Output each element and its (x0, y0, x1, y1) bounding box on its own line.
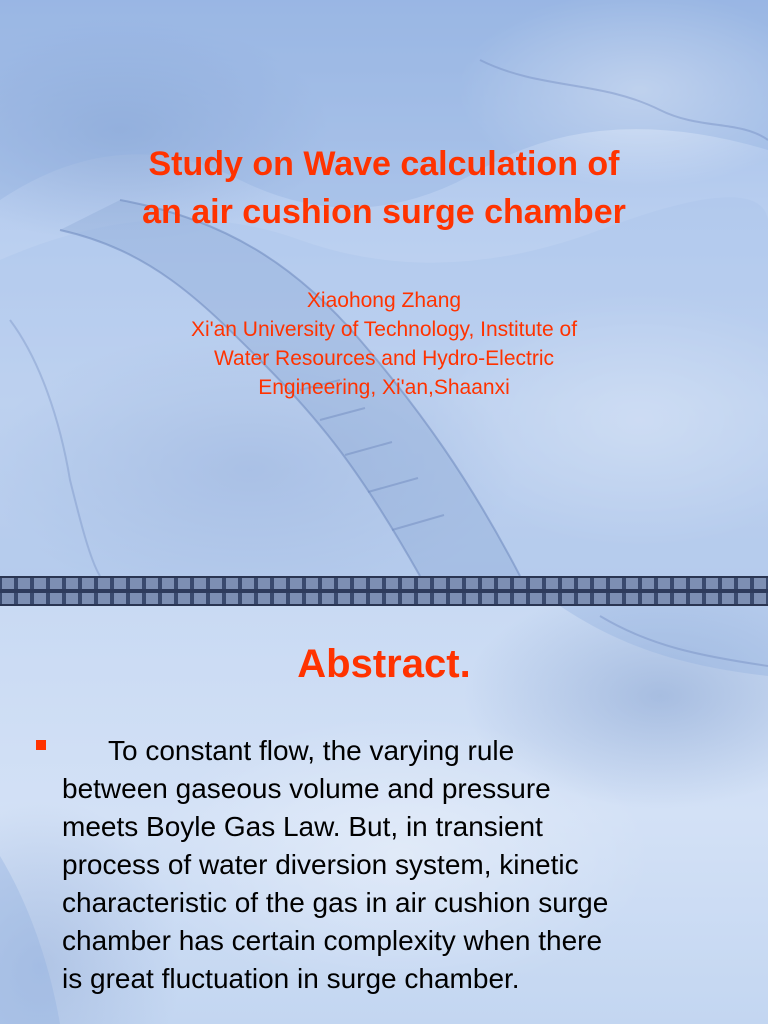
slide-title (0, 140, 768, 236)
slide-title-line-1: Study on Wave calculation of (148, 145, 620, 183)
abstract-line-5: characteristic of the gas in air cushion surge (62, 887, 609, 918)
abstract-line-3: meets Boyle Gas Law. But, in transient (62, 811, 543, 842)
abstract-heading: Abstract. (297, 642, 471, 686)
abstract-paragraph (62, 732, 752, 998)
square-bullet-icon (36, 740, 46, 750)
slide-title-line-2: an air cushion surge chamber (142, 193, 626, 231)
slide-divider (0, 576, 768, 606)
author-block (0, 286, 768, 402)
abstract-slide (0, 606, 768, 1024)
abstract-line-6: chamber has certain complexity when there (62, 925, 603, 956)
abstract-line-1 (62, 732, 752, 770)
abstract-line-1-text: To constant flow, the varying rule (108, 735, 515, 766)
affiliation-line-1: Xi'an University of Technology, Institute of (190, 318, 578, 341)
affiliation-line-2: Water Resources and Hydro-Electric (214, 347, 554, 370)
affiliation-line-3: Engineering, Xi'an,Shaanxi (258, 376, 510, 399)
abstract-line-4: process of water diversion system, kinetic (62, 849, 579, 880)
abstract-line-2: between gaseous volume and pressure (62, 773, 551, 804)
author-name: Xiaohong Zhang (306, 289, 462, 312)
abstract-line-7: is great fluctuation in surge chamber. (62, 963, 520, 994)
